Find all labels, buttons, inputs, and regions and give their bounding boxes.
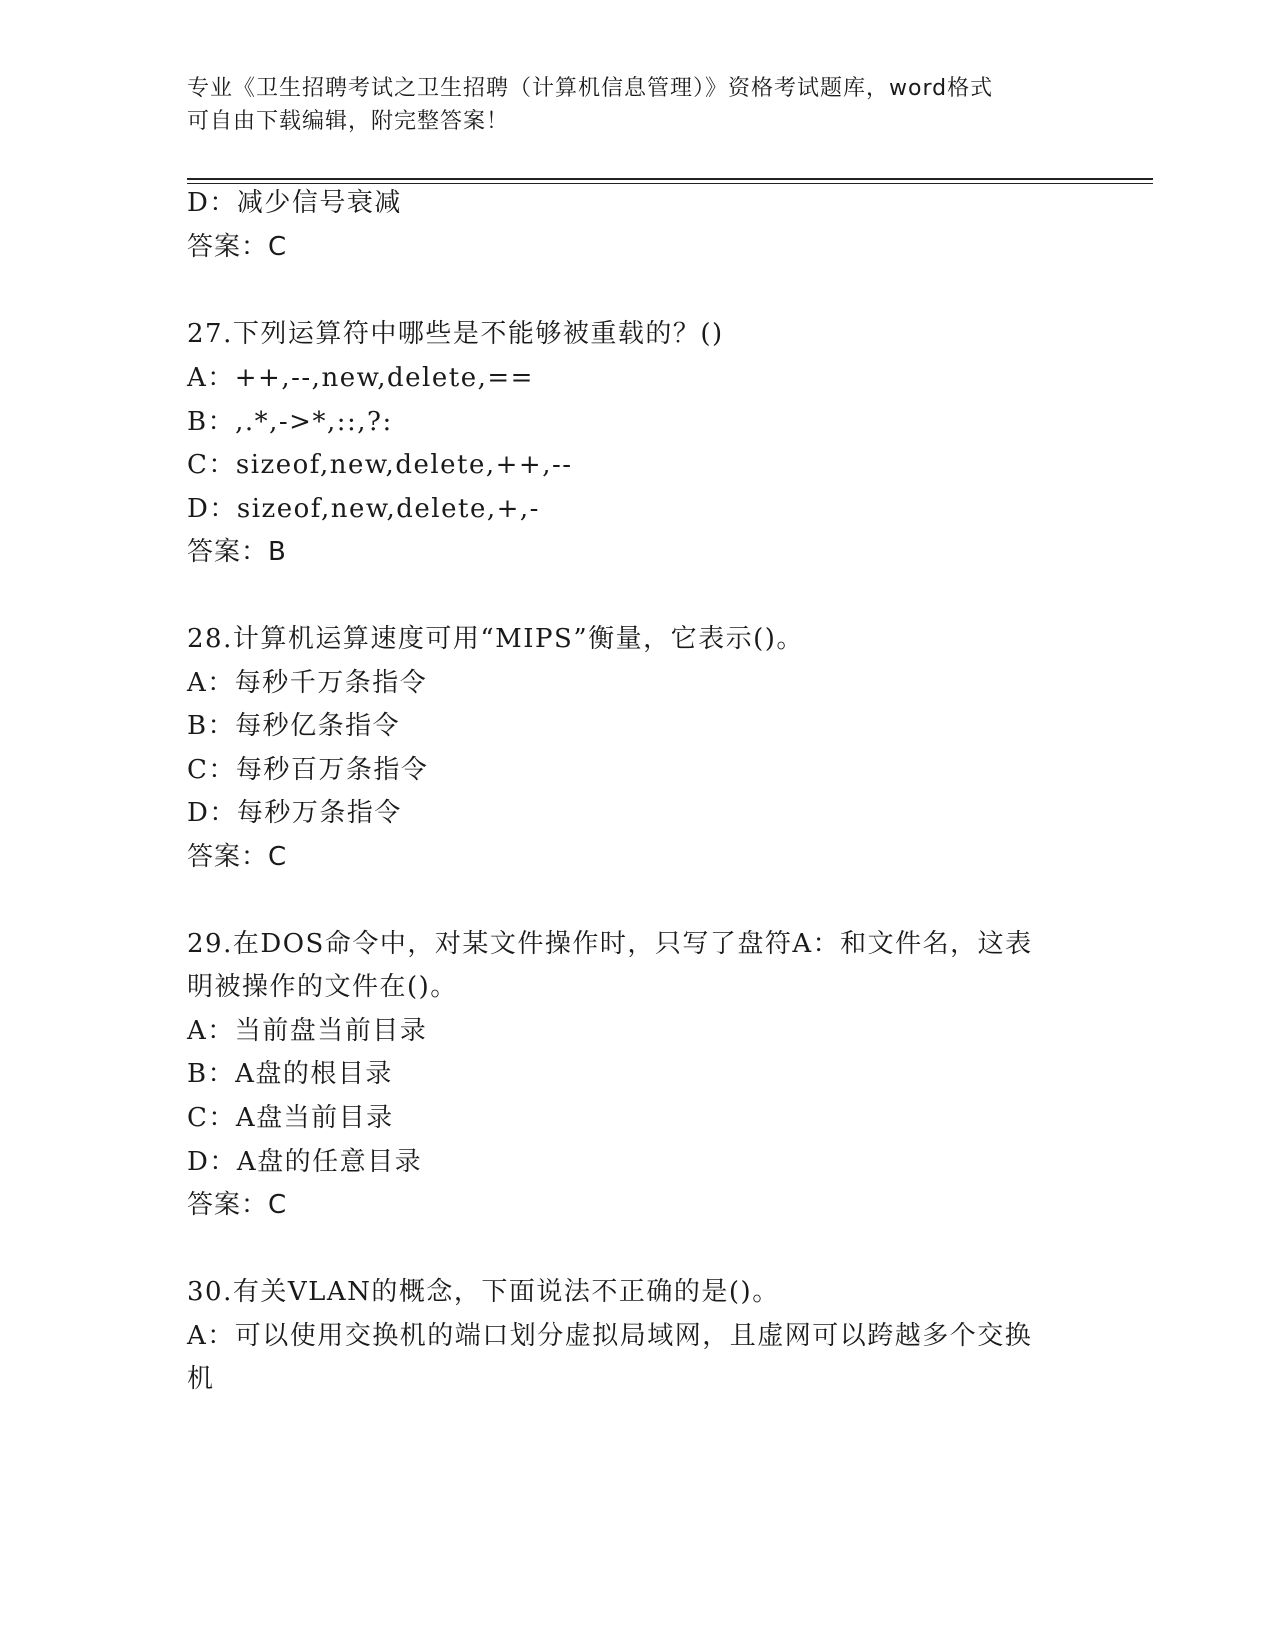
q29-question-line-2: 明被操作的文件在()。 — [187, 972, 458, 1002]
q29-option-a: A：当前盘当前目录 — [187, 1016, 428, 1046]
q29-question-line-1: 29.在DOS命令中，对某文件操作时，只写了盘符A：和文件名，这表 — [187, 929, 1033, 959]
q27-option-c: C：sizeof,new,delete,++,-- — [187, 450, 573, 480]
q29-option-c: C：A盘当前目录 — [187, 1103, 394, 1133]
q27-option-b: B：,.*,->*,::,?: — [187, 407, 393, 437]
q27-option-d: D：sizeof,new,delete,+,- — [187, 494, 540, 524]
prev-option-d: D：减少信号衰减 — [187, 188, 402, 218]
q28-option-b: B：每秒亿条指令 — [187, 711, 401, 741]
q28-option-a: A：每秒千万条指令 — [187, 668, 428, 698]
header-line-2: 可自由下载编辑，附完整答案！ — [187, 109, 510, 134]
q27-answer: 答案：B — [187, 537, 287, 567]
q28-option-c: C：每秒百万条指令 — [187, 755, 429, 785]
q29-option-b: B：A盘的根目录 — [187, 1059, 393, 1089]
q27-option-a: A：++,--,new,delete,== — [187, 363, 534, 393]
prev-answer: 答案：C — [187, 232, 288, 262]
q29-answer: 答案：C — [187, 1190, 288, 1220]
q28-option-d: D：每秒万条指令 — [187, 798, 402, 828]
q30-option-a-line-1: A：可以使用交换机的端口划分虚拟局域网，且虚网可以跨越多个交换 — [187, 1321, 1033, 1351]
q29-option-d: D：A盘的任意目录 — [187, 1147, 423, 1177]
q28-answer: 答案：C — [187, 842, 288, 872]
q28-question: 28.计算机运算速度可用“MIPS”衡量，它表示()。 — [187, 624, 804, 654]
page-header — [187, 72, 1067, 138]
header-line-1: 专业《卫生招聘考试之卫生招聘（计算机信息管理）》资格考试题库，word格式 — [187, 76, 994, 101]
q27-question: 27.下列运算符中哪些是不能够被重载的？() — [187, 319, 724, 349]
q30-question: 30.有关VLAN的概念，下面说法不正确的是()。 — [187, 1277, 780, 1307]
q30-option-a-line-2: 机 — [187, 1364, 215, 1394]
